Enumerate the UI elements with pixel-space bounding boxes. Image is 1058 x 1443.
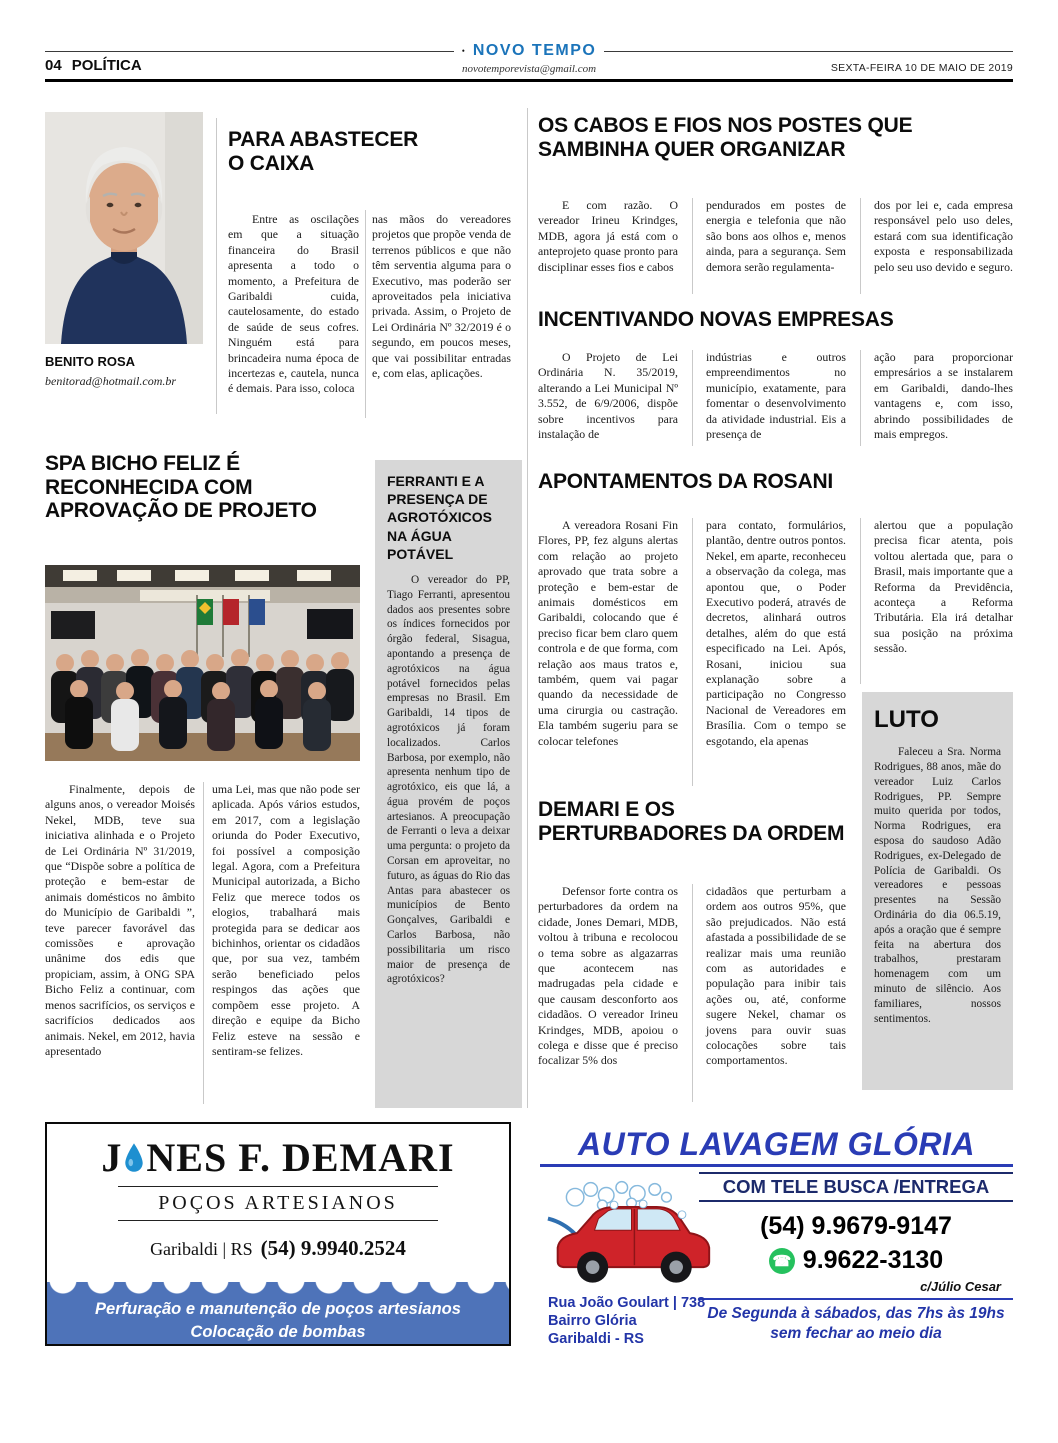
box-title-ferranti: FERRANTI E A PRESENÇA DE AGROTÓXICOS NA ÁGUA POTÁVEL — [387, 473, 493, 562]
ad-jones-subtitle: POÇOS ARTESIANOS — [118, 1186, 438, 1221]
article-rosani-col-2: para contato, formulários, plantão, dentre outros pontos. Nekel, em aparte, reconheceu a observação da colega, mas apontou que, o Poder Executivo poderá, através de decretos, alinhará outros detalhes, além do que está especificado na Lei. Após, Rosani, iniciou sua explanação sobre a participação no Congresso Nacional de Vereadores em Brasília. Com o tempo se esgotando, ela apenas — [706, 518, 846, 748]
sidebar-box-luto — [862, 692, 1013, 1090]
page-number-section — [45, 57, 142, 74]
column-divider — [860, 350, 861, 446]
column-divider — [692, 518, 693, 786]
article-title-spa: SPA BICHO FELIZ É RECONHECIDA COM APROVAÇÃO DE PROJETO — [45, 452, 317, 523]
column-divider — [216, 118, 217, 414]
ad-jones-demari — [45, 1122, 511, 1346]
whatsapp-icon: ☎ — [769, 1248, 795, 1274]
ad-gloria-hours-line-1: De Segunda à sábados, das 7hs às 19hs — [707, 1305, 1005, 1322]
ad-jones-name-pre: J — [101, 1135, 123, 1180]
page-number: 04 — [45, 57, 62, 74]
ad-gloria-address-line-3: Garibaldi - RS — [548, 1331, 644, 1348]
ad-jones-name-post: NES F. DEMARI — [146, 1135, 455, 1180]
issue-date: SEXTA-FEIRA 10 DE MAIO DE 2019 — [830, 62, 1013, 74]
article-cabos-col-1: E com razão. O vereador Irineu Krindges, MDB, agora já está com o anteprojeto quase pronto para disciplinar esses fios e cabos — [538, 198, 678, 274]
ad-jones-name — [47, 1134, 509, 1181]
ad-jones-location: Garibaldi | RS — [150, 1239, 253, 1259]
ad-gloria-phone-1: (54) 9.9679-9147 — [760, 1212, 952, 1240]
column-divider — [203, 782, 204, 1104]
article-empresas-col-1: O Projeto de Lei Ordinária N. 35/2019, alterando a Lei Municipal Nº 3.552, de 6/9/2006, dispõe sobre incentivos para instalação de — [538, 350, 678, 442]
article-cabos-col-2: pendurados em postes de energia e telefonia que não são bons aos olhos e, menos ainda, para a segurança. Sem demora serão regulamenta- — [706, 198, 846, 274]
byline-email: benitorad@hotmail.com.br — [45, 374, 177, 388]
column-divider — [860, 198, 861, 294]
ad-gloria-phone-2: 9.9622-3130 — [802, 1246, 944, 1274]
wave-edge — [47, 1282, 509, 1295]
ad-gloria-underline — [540, 1164, 1013, 1167]
car-wash-icon — [546, 1178, 716, 1298]
article-title-rosani: APONTAMENTOS DA ROSANI — [538, 470, 834, 493]
ad-jones-strip-line-2: Colocação de bombas — [190, 1323, 366, 1342]
ad-jones-phone: (54) 9.9940.2524 — [260, 1236, 406, 1260]
masthead-title: NOVO TEMPO — [472, 42, 597, 59]
masthead-rule-right — [604, 51, 1013, 52]
ad-gloria-hours-line-2: sem fechar ao meio dia — [770, 1325, 942, 1343]
benito-rosa-photo — [45, 112, 203, 344]
ad-gloria-contact-name: c/Júlio Cesar — [920, 1279, 1001, 1294]
header-rule — [45, 79, 1013, 82]
council-session-photo — [45, 565, 360, 761]
article-empresas-col-2: indústrias e outros empreendimentos no município, exatamente, para fomentar o desenvolvimento da atividade industrial. Eis a presença de — [706, 350, 846, 442]
portrait-photo — [45, 112, 203, 344]
masthead — [45, 42, 1013, 60]
column-divider — [365, 210, 366, 418]
ad-auto-lavagem-gloria — [540, 1122, 1013, 1346]
article-caixa-col-2: nas mãos do vereadores projetos que propõe venda de terrenos públicos e que não têm serventia alguma para o Executivo, mas poderão ser aproveitados pela iniciativa privada. Assim, o Projeto de Lei Ordinária Nº 32/2019 é o segundo, em poucos meses, que vai possibilitar entradas e, com elas, aplicações. — [372, 212, 511, 381]
ad-gloria-address-line-1: Rua João Goulart | 738 — [548, 1295, 706, 1311]
box-body-luto: Faleceu a Sra. Norma Rodrigues, 88 anos, mãe do vereador Luiz Carlos Rodrigues, PP. Sempre muito querida por todos, Norma Rodrigues, era esposa do saudoso Adão Rodrigues, ex-Delegado de Polícia de Garibaldi. Os vereadores e pessoas presentes na Sessão Ordinária do dia 06.5.19, após a oração que é sempre feita na abertura dos trabalhos, prestaram homenagem com um minuto de silêncio. Aos familiares, nossos sentimentos. — [874, 746, 1001, 1025]
article-spa-col-1: Finalmente, depois de alguns anos, o vereador Moisés Nekel, MDB, teve sua iniciativa alinhada e o Projeto de Lei Ordinária Nº 31/2019, que “Dispõe sobre a política de proteção e bem-estar de animais domésticos no âmbito do Município de Garibaldi ”, teve parecer favorável das comissões e aprovação unânime dos edis que propiciam, assim, à ONG SPA Bicho Feliz a continuar, com menos sacrifícios, os serviços e sacrifícios dedicados aos animais. Nekel, em 2012, havia apresentado — [45, 782, 195, 1058]
car-wash-illustration — [546, 1178, 716, 1298]
column-divider — [692, 884, 693, 1102]
ad-gloria-phone-2-row — [699, 1246, 1013, 1275]
article-cabos-col-3: dos por lei e, cada empresa responsável pelo uso deles, estará com sua identificação exposta e responsabilizada pelo seu uso devido e seguro. — [874, 198, 1013, 274]
article-spa-col-2: uma Lei, mas que não pode ser aplicada. Após vários estudos, em 2017, com a legislação oriunda do Poder Executivo, foi possível a composição legal. Agora, com a Prefeitura Municipal autorizada, a Bicho Feliz que merece todos os elogios, trabalhará mais protegida para se dedicar aos bichinhos, orientar os cidadãos que, por sua vez, também serão beneficiado pelos respingos das ações que compõem esse projeto. A direção e equipe da Bicho Feliz esteve na sessão e sentiram-se felizes. — [212, 782, 360, 1058]
column-divider — [692, 198, 693, 294]
article-demari-col-1: Defensor forte contra os perturbadores da ordem na cidade, Jones Demari, MDB, voltou à tribuna e recolocou o tema sobre as algazarras que acontecem nas madrugadas pela cidade e que causam desconforto aos cidadãos. O vereador Irineu Krindges, MDB, apoiou o colega e disse que é preciso focalizar 5% dos — [538, 884, 678, 1068]
column-divider — [860, 518, 861, 684]
box-title-luto: LUTO — [874, 706, 939, 733]
ad-gloria-subtitle: COM TELE BUSCA /ENTREGA — [699, 1172, 1013, 1202]
ad-jones-contact — [47, 1236, 509, 1261]
byline-name: BENITO ROSA — [45, 354, 136, 369]
article-rosani-col-1: A vereadora Rosani Fin Flores, PP, fez alguns alertas com relação ao projeto aprovado que trata sobre a proteção e bem-estar de animais domésticos em Garibaldi, colocando que é preciso ficar bem claro quem controla e de que forma, com relação aos maus tratos e, também, quem vai pagar quando da necessidade de uma cirurgia ou castração. Ela também sugeriu para se colocar telefones — [538, 518, 678, 748]
ad-gloria-address — [548, 1294, 705, 1348]
water-drop-icon — [123, 1137, 145, 1184]
section-title: POLÍTICA — [71, 57, 142, 74]
article-rosani-col-3: alertou que a população precisa ficar atenta, pois voltou alertada que, para o Brasil, mais importante que a Reforma da Previdência, aconteça a Reforma Tributária. Ela irá detalhar sua posição na próxima sessão. — [874, 518, 1013, 656]
ad-jones-strip — [47, 1282, 509, 1344]
masthead-bullet-icon: • — [461, 45, 465, 56]
article-caixa-col-1: Entre as oscilações em que a situação financeira do Brasil apresenta a todo o momento, a Prefeitura de Garibaldi cuida, cautelosamente, do estado de saúde de seus cofres. Ninguém está para brincadeira numa época de incertezas e, cautela, nunca é demais. Para isso, coloca — [228, 212, 359, 396]
masthead-email: novotemporevista@gmail.com — [461, 63, 597, 75]
column-divider — [527, 108, 528, 1108]
group-photo — [45, 565, 360, 761]
sidebar-box-ferranti — [375, 460, 522, 1108]
article-title-demari: DEMARI E OS PERTURBADORES DA ORDEM — [538, 798, 845, 845]
article-title-caixa: PARA ABASTECER O CAIXA — [228, 128, 419, 175]
column-divider — [692, 350, 693, 446]
ad-gloria-divider — [699, 1298, 1013, 1300]
ad-jones-strip-line-1: Perfuração e manutenção de poços artesianos — [95, 1300, 461, 1318]
box-body-ferranti: O vereador do PP, Tiago Ferranti, apresentou dados aos presentes sobre os índices fornecidos por órgão federal, Sisagua, apontando a presença de agrotóxicos na água potável fornecidos pelas empresas no Brasil. Em Garibaldi, 14 tipos de agrotóxicos já foram localizados. Carlos Barbosa, por exemplo, não apresenta nenhum tipo de agrotóxico, eis que lá, a água provém de poços artesianos. A preocupação de Ferranti o leva a deixar uma pergunta: o projeto da Corsan em aproveitar, no futuro, as águas do Rio das Antas para abastecer os municípios de Bento Gonçalves, Garibaldi e Carlos Barbosa, não possibilitaria um risco maior de presença de agrotóxicos? — [387, 573, 510, 986]
article-title-empresas: INCENTIVANDO NOVAS EMPRESAS — [538, 308, 894, 331]
article-empresas-col-3: ação para proporcionar empresários a se instalarem em Garibaldi, dando-lhes vantagens e, com isso, abrindo possibilidades de mais empregos. — [874, 350, 1013, 442]
ad-gloria-name: AUTO LAVAGEM GLÓRIA — [577, 1126, 976, 1162]
masthead-rule-left — [45, 51, 454, 52]
ad-jones-strip-text — [47, 1298, 509, 1344]
article-demari-col-2: cidadãos que perturbam a ordem aos outros 95%, que são prejudicados. Não está afastada a possibilidade de se realizar mais uma reunião com as autoridades e população para inibir tais ações ou, até, conforme sugere Nekel, chamar os jovens para ouvir suas colocações sobre tais comportamentos. — [706, 884, 846, 1068]
ad-gloria-address-line-2: Bairro Glória — [548, 1313, 637, 1330]
ad-gloria-hours — [699, 1304, 1013, 1344]
article-title-cabos: OS CABOS E FIOS NOS POSTES QUE SAMBINHA QUER ORGANIZAR — [538, 114, 913, 161]
